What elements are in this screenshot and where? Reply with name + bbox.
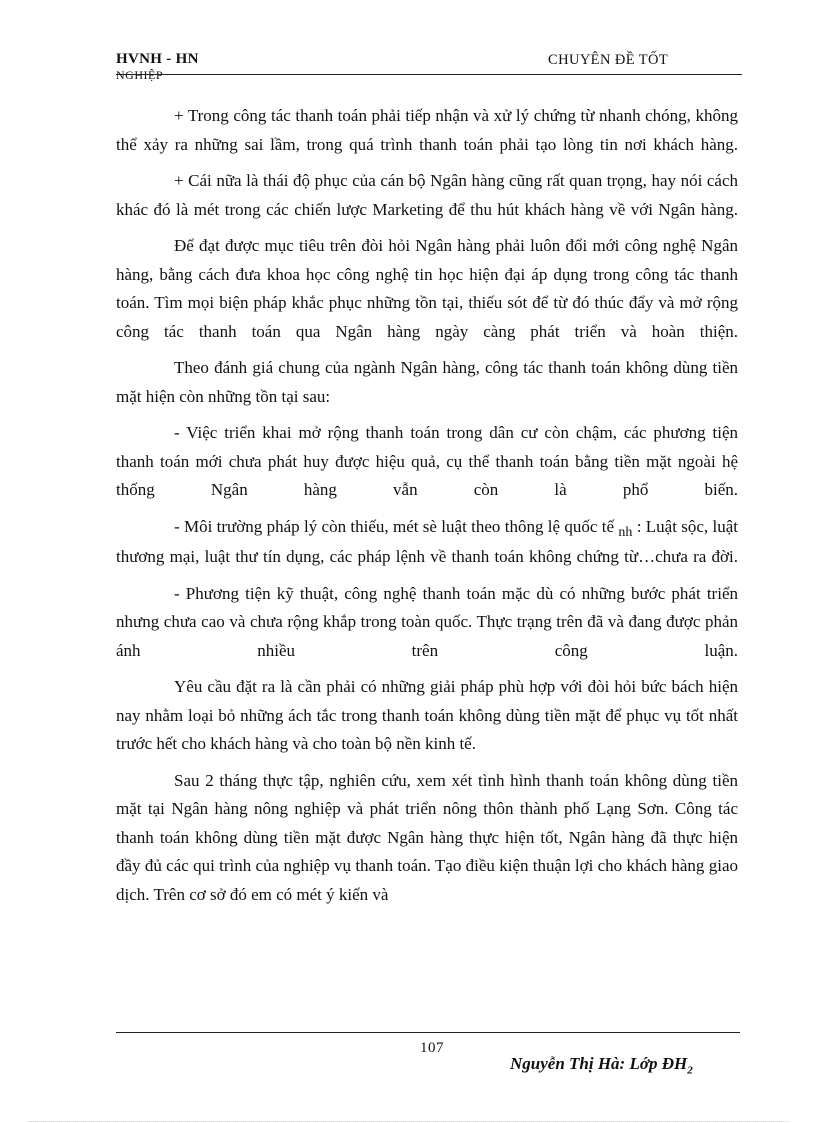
document-body: [116, 102, 738, 909]
paragraph-4: Theo đánh giá chung của ngành Ngân hàng, công tác thanh toán không dùng tiền mặt hiện còn những tồn tại sau:: [116, 358, 738, 406]
header-left: [116, 50, 199, 82]
paragraph-6: [116, 513, 738, 572]
paragraph-8: Yêu cầu đặt ra là cần phải có những giải pháp phù hợp với đòi hỏi bức bách hiện nay nhằm loại bỏ những ách tắc trong thanh toán không dùng tiền mặt để phục vụ tốt nhất trước hết cho khách hàng và cho toàn bộ nền kinh tế.: [116, 677, 738, 753]
header-institution-continued: NGHIỆP: [116, 68, 163, 82]
paragraph-9: Sau 2 tháng thực tập, nghiên cứu, xem xét tình hình thanh toán không dùng tiền mặt tại Ngân hàng nông nghiệp và phát triển nông thôn thành phố Lạng Sơn. Công tác thanh toán không dùng tiền mặt được Ngân hàng thực hiện tốt, Ngân hàng đã thực hiện đầy đủ các qui trình của nghiệp vụ thanh toán. Tạo điều kiện thuận lợi cho khách hàng giao dịch. Trên cơ sở đó em có mét ý kiến và: [116, 770, 738, 904]
author-class-subscript: 2: [687, 1064, 693, 1077]
footer-author: [510, 1054, 693, 1076]
author-name: Nguyễn Thị Hà: Lớp ĐH: [510, 1054, 688, 1073]
paragraph-6-part-1: - Môi trường pháp lý còn thiếu, mét sè luật theo thông lệ quốc tế: [174, 516, 619, 536]
header-divider: [116, 74, 742, 75]
page-number: 107: [420, 1040, 444, 1056]
paragraph-6-part-2: : Luật sộc, luật thương mại, luật thư tín dụng, các pháp lệnh về thanh toán không chứng từ…chưa ra đời.: [116, 516, 738, 566]
paragraph-3: Để đạt được mục tiêu trên đòi hỏi Ngân hàng phải luôn đổi mới công nghệ Ngân hàng, bằng cách đưa khoa học công nghệ tin học hiện đại áp dụng trong công tác thanh toán. Tìm mọi biện pháp khắc phục những tồn tại, thiếu sót để từ đó thúc đẩy và mở rộng công tác thanh toán qua Ngân hàng ngày càng phát triển và hoàn thiện.: [116, 236, 738, 341]
paragraph-1: + Trong công tác thanh toán phải tiếp nhận và xử lý chứng từ nhanh chóng, không thể xảy ra những sai lầm, trong quá trình thanh toán phải tạo lòng tin nơi khách hàng.: [116, 106, 738, 154]
paragraph-5: - Việc triển khai mở rộng thanh toán trong dân cư còn chậm, các phương tiện thanh toán mới chưa phát huy được hiệu quả, cụ thể thanh toán bằng tiền mặt ngoài hệ thống Ngân hàng vẫn còn là phổ biến.: [116, 423, 738, 499]
paragraph-2: + Cái nữa là thái độ phục của cán bộ Ngân hàng cũng rất quan trọng, hay nói cách khác đó là mét trong các chiến lược Marketing để thu hút khách hàng về với Ngân hàng.: [116, 171, 738, 219]
paragraph-6-subscript: nh: [618, 524, 633, 540]
page-edge-dotted-line: [28, 1121, 788, 1122]
header-institution: HVNH - HN: [116, 51, 199, 67]
footer-divider: [116, 1032, 740, 1033]
paragraph-7: - Phương tiện kỹ thuật, công nghệ thanh toán mặc dù có những bước phát triển nhưng chưa cao và chưa rộng khắp trong toàn quốc. Thực trạng trên đã và đang được phản ánh nhiều trên công luận.: [116, 583, 738, 660]
header-title: CHUYÊN ĐỀ TỐT: [548, 52, 669, 68]
